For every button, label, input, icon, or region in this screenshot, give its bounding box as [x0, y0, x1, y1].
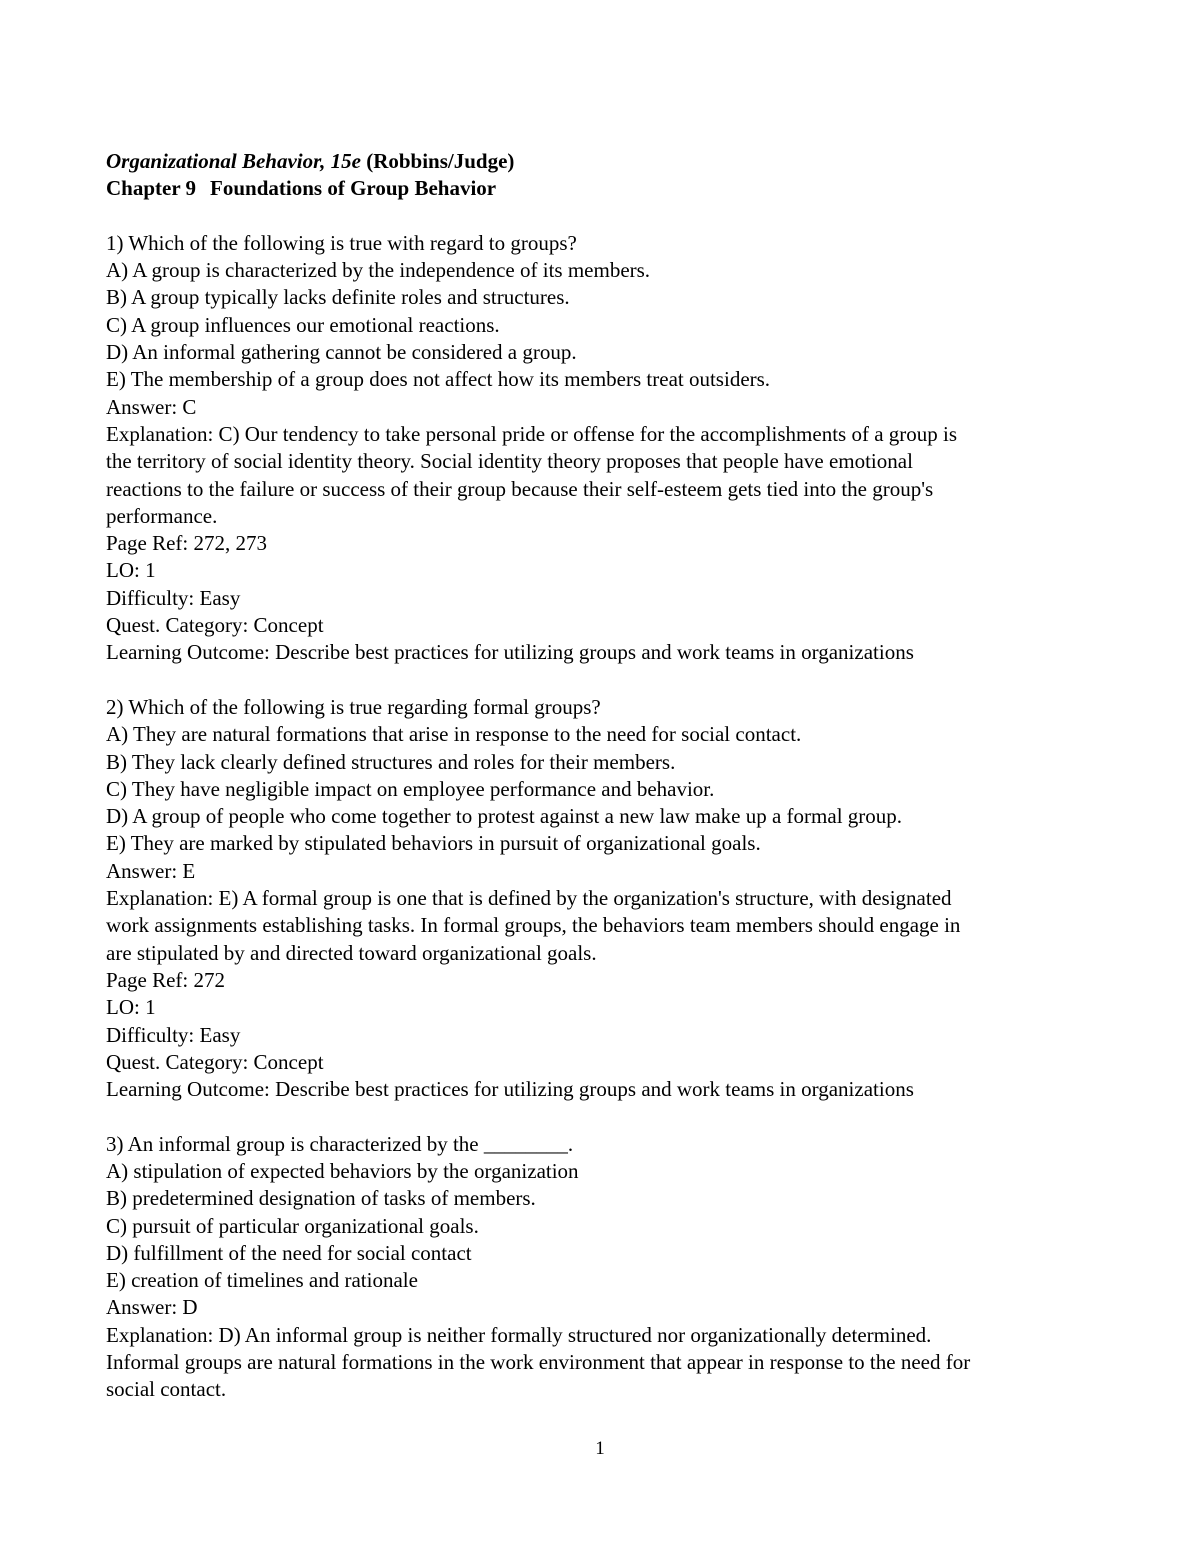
page-number: 1 [595, 1438, 605, 1459]
correct-answer: Answer: E [106, 858, 196, 883]
answer-option-c: C) They have negligible impact on employee performance and behavior. [106, 776, 715, 801]
explanation-line: work assignments establishing tasks. In formal groups, the behaviors team members should engage in [106, 913, 961, 938]
answer-option-a: A) They are natural formations that arise in response to the need for social contact. [106, 722, 802, 747]
question-stem: 2) Which of the following is true regarding formal groups? [106, 694, 601, 719]
question-2 [106, 694, 1106, 1103]
difficulty: Difficulty: Easy [106, 585, 241, 610]
question-3 [106, 1131, 1106, 1404]
chapter-title: Foundations of Group Behavior [210, 176, 497, 201]
explanation-line: are stipulated by and directed toward organizational goals. [106, 940, 597, 965]
answer-option-e: E) The membership of a group does not affect how its members treat outsiders. [106, 367, 771, 392]
question-category: Quest. Category: Concept [106, 1049, 324, 1074]
question-1 [106, 230, 1106, 667]
answer-option-c: C) A group influences our emotional reactions. [106, 312, 500, 337]
answer-option-b: B) They lack clearly defined structures and roles for their members. [106, 749, 676, 774]
correct-answer: Answer: C [106, 394, 197, 419]
explanation-line: Explanation: D) An informal group is neither formally structured nor organizationally determined. [106, 1322, 932, 1347]
learning-outcome: Learning Outcome: Describe best practices for utilizing groups and work teams in organizations [106, 640, 914, 665]
answer-option-e: E) They are marked by stipulated behaviors in pursuit of organizational goals. [106, 831, 761, 856]
explanation-line: reactions to the failure or success of their group because their self-esteem gets tied into the group's [106, 476, 934, 501]
explanation-line: performance. [106, 503, 218, 528]
page-ref: Page Ref: 272 [106, 967, 225, 992]
difficulty: Difficulty: Easy [106, 1022, 241, 1047]
answer-option-d: D) An informal gathering cannot be considered a group. [106, 340, 577, 365]
chapter-label: Chapter 9 [106, 176, 197, 201]
answer-option-d: D) fulfillment of the need for social contact [106, 1240, 472, 1265]
correct-answer: Answer: D [106, 1295, 198, 1320]
book-authors: (Robbins/Judge) [366, 149, 515, 173]
question-stem: 3) An informal group is characterized by the ________. [106, 1131, 574, 1156]
page-ref: Page Ref: 272, 273 [106, 531, 267, 556]
explanation-line: Explanation: C) Our tendency to take personal pride or offense for the accomplishments of a group is [106, 421, 958, 446]
answer-option-b: B) A group typically lacks definite roles and structures. [106, 285, 570, 310]
answer-option-c: C) pursuit of particular organizational goals. [106, 1213, 479, 1238]
chapter-heading [106, 175, 1106, 202]
book-title: Organizational Behavior, 15e [106, 149, 361, 173]
answer-option-a: A) A group is characterized by the independence of its members. [106, 258, 651, 283]
explanation-line: the territory of social identity theory. Social identity theory proposes that people have emotional [106, 449, 913, 474]
explanation-line: social contact. [106, 1377, 227, 1402]
book-title-line [106, 148, 1106, 175]
answer-option-a: A) stipulation of expected behaviors by the organization [106, 1158, 579, 1183]
answer-option-b: B) predetermined designation of tasks of members. [106, 1186, 536, 1211]
question-category: Quest. Category: Concept [106, 613, 324, 638]
explanation-line: Explanation: E) A formal group is one that is defined by the organization's structure, with designated [106, 886, 952, 911]
document-page [106, 148, 1106, 1404]
question-stem: 1) Which of the following is true with regard to groups? [106, 230, 577, 255]
answer-option-e: E) creation of timelines and rationale [106, 1268, 418, 1293]
learning-objective: LO: 1 [106, 558, 156, 583]
learning-objective: LO: 1 [106, 995, 156, 1020]
learning-outcome: Learning Outcome: Describe best practices for utilizing groups and work teams in organizations [106, 1077, 914, 1102]
explanation-line: Informal groups are natural formations in the work environment that appear in response to the need for [106, 1350, 971, 1375]
answer-option-d: D) A group of people who come together to protest against a new law make up a formal group. [106, 804, 903, 829]
